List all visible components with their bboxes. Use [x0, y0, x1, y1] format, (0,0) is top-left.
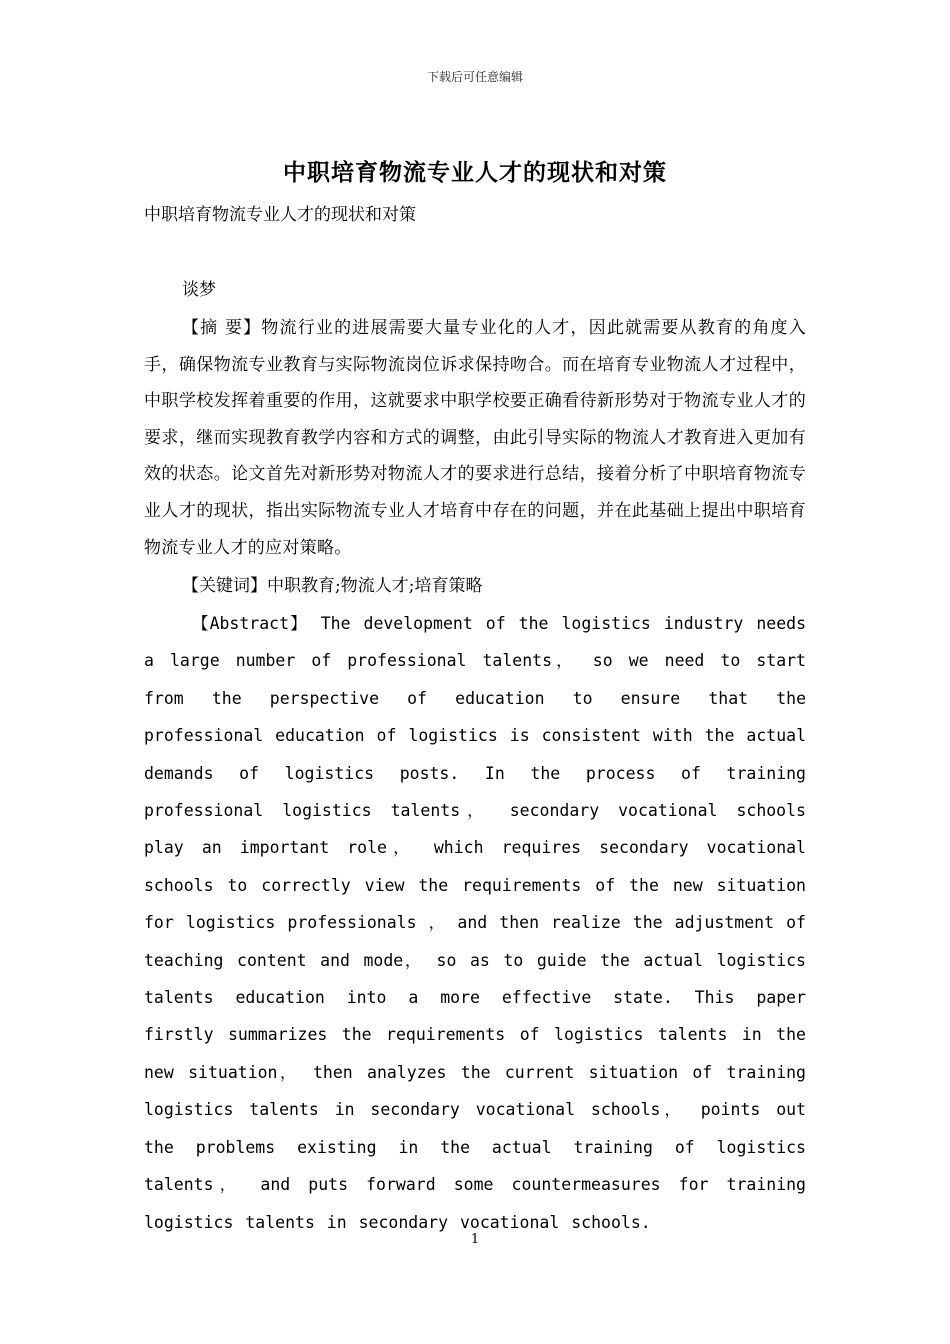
keywords-label: 【关键词】	[182, 576, 267, 596]
keywords-text: 中职教育;物流人才;培育策略	[267, 576, 483, 596]
document-title: 中职培育物流专业人才的现状和对策	[283, 160, 667, 186]
header-note: 下载后可任意编辑	[426, 70, 523, 84]
keywords	[182, 571, 482, 596]
abstract-english	[144, 605, 806, 1241]
abstract-chinese	[144, 310, 806, 566]
abstract-cn-label: 【摘 要】	[182, 318, 262, 338]
page-number: 1	[470, 1232, 480, 1247]
abstract-en-text: The development of the logistics industry needs a large number of professional talents， so we need to start from the perspective of education to ensure that the professional education of logistics is consistent with the actual demands of logistics posts. In the process of training professional logistics talents， secondary vocational schools play an important role， which requires secondary vocational schools to correctly view the requirements of the new situation for logistics professionals ， and then realize the adjustment of teaching content and mode， so as to guide the actual logistics talents education into a more effective state. This paper firstly summarizes the requirements of logistics talents in the new situation， then analyzes the current situation of training logistics talents in secondary vocational schools， points out the problems existing in the actual training of logistics talents， and puts forward some countermeasures for training logistics talents in secondary vocational schools.	[144, 614, 807, 1232]
author-name: 谈梦	[182, 280, 216, 300]
abstract-en-label: 【Abstract】	[192, 614, 308, 633]
document-subtitle: 中职培育物流专业人才的现状和对策	[144, 205, 416, 225]
abstract-cn-text: 物流行业的进展需要大量专业化的人才，因此就需要从教育的角度入手，确保物流专业教育与实际物流岗位诉求保持吻合。而在培育专业物流人才过程中，中职学校发挥着重要的作用，这就要求中职学校要正确看待新形势对于物流专业人才的要求，继而实现教育教学内容和方式的调整，由此引导实际的物流人才教育进入更加有效的状态。论文首先对新形势对物流人才的要求进行总结，接着分析了中职培育物流专业人才的现状，指出实际物流专业人才培育中存在的问题，并在此基础上提出中职培育物流专业人才的应对策略。	[144, 318, 807, 558]
